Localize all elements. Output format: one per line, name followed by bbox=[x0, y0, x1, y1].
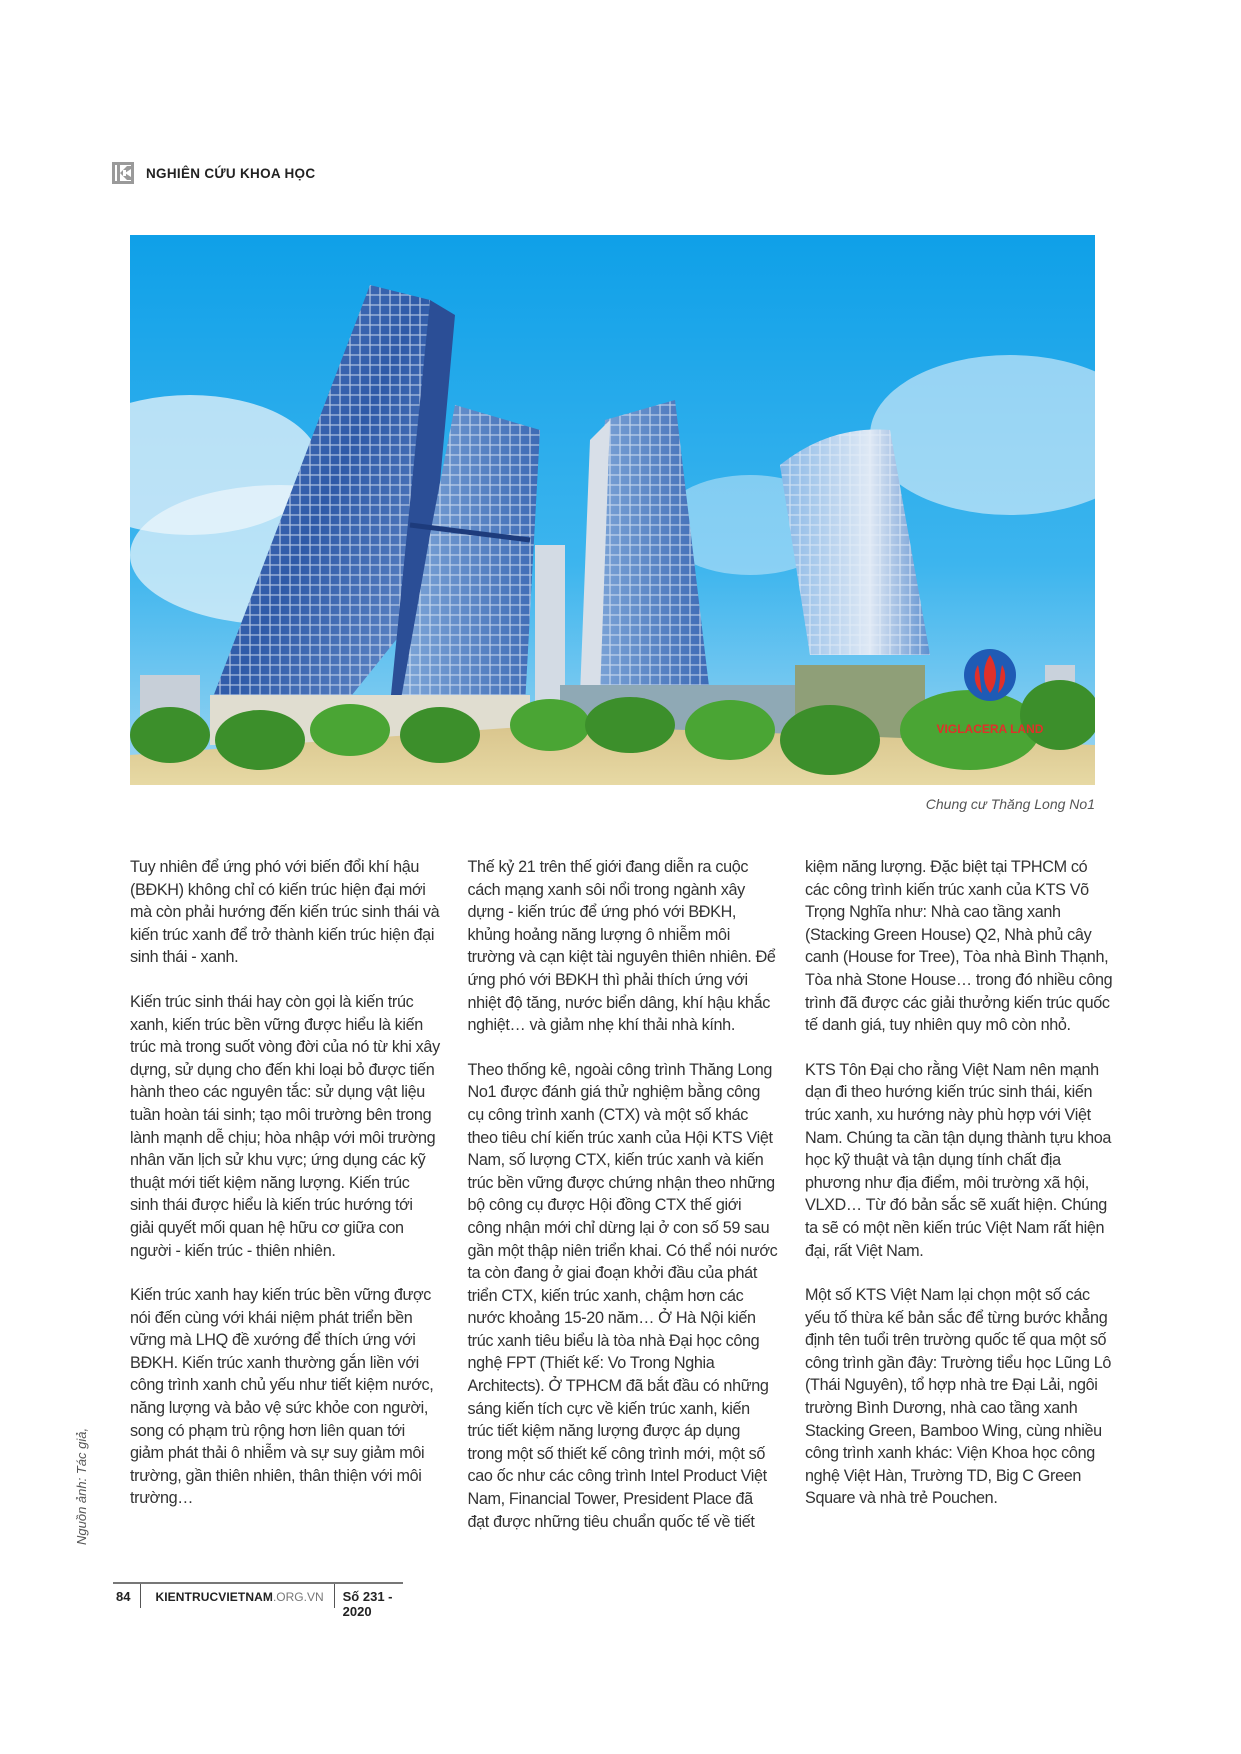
paragraph: Kiến trúc sinh thái hay còn gọi là kiến trúc xanh, kiến trúc bền vững được hiểu là kiến trúc mà trong suốt vòng đời của nó từ khi xây dựng, sử dụng cho đến khi loại bỏ được tiến hành theo các nguyên tắc: sử dụng vật liệu tuần hoàn tái sinh; tạo môi trường bên trong lành mạnh dễ chịu; hòa nhập với môi trường nhân văn lịch sử khu vực; ứng dụng các kỹ thuật mới tiết kiệm năng lượng. Kiến trúc sinh thái được hiểu là kiến trúc hướng tới giải quyết mối quan hệ hữu cơ giữa con người - kiến trúc - thiên nhiên. bbox=[130, 992, 440, 1260]
article-photo bbox=[130, 235, 1095, 785]
page-number: 84 bbox=[113, 1584, 141, 1608]
paragraph: Một số KTS Việt Nam lại chọn một số các yếu tố thừa kế bản sắc để từng bước khẳng định tên tuổi trên trường quốc tế qua một số công trình gần đây: Trường tiểu học Lũng Lô (Thái Nguyên), tổ hợp nhà tre Đại Lải, ngôi trường Bình Dương, nhà cao tầng xanh Stacking Green, Bamboo Wing, cùng nhiều công trình xanh khác: Viện Khoa học công nghệ Việt Hàn, Trường TD, Big C Green Square và nhà trẻ Pouchen. bbox=[805, 1286, 1112, 1508]
paragraph: kiệm năng lượng. Đặc biệt tại TPHCM có các công trình kiến trúc xanh của KTS Võ Trọng Nghĩa như: Nhà cao tầng xanh (Stacking Green House) Q2, Nhà phủ cây canh (House for Tree), Tòa nhà Bình Thạnh, Tòa nhà Stone House… trong đó nhiều công trình đã được các giải thưởng kiến trúc quốc tế danh giá, tuy nhiên quy mô còn nhỏ. bbox=[805, 858, 1113, 1035]
article-column-3 bbox=[805, 856, 1115, 1555]
section-title: NGHIÊN CỨU KHOA HỌC bbox=[146, 165, 316, 181]
article-column-2 bbox=[468, 856, 778, 1555]
svg-text:VIGLACERA LAND: VIGLACERA LAND bbox=[936, 722, 1044, 736]
paragraph: Thế kỷ 21 trên thế giới đang diễn ra cuộc cách mạng xanh sôi nổi trong ngành xây dựng - kiến trúc để ứng phó với BĐKH, khủng hoảng năng lượng ô nhiễm môi trường và cạn kiệt tài nguyên thiên nhiên. Để ứng phó với BĐKH thì phải thích ứng với nhiệt độ tăng, nước biển dâng, khí hậu khắc nghiệt… và giảm nhẹ khí thải nhà kính. bbox=[467, 858, 776, 1035]
photo-caption: Chung cư Thăng Long No1 bbox=[925, 796, 1095, 812]
article-column-1 bbox=[130, 856, 440, 1555]
website-domain: .ORG.VN bbox=[272, 1590, 324, 1604]
paragraph: KTS Tôn Đại cho rằng Việt Nam nên mạnh dạn đi theo hướng kiến trúc sinh thái, kiến trúc xanh, xu hướng này phù hợp với Việt Nam. Chúng ta cần tận dụng thành tựu khoa học kỹ thuật và tận dụng tính chất địa phương như địa điểm, môi trường xã hội, VLXD… Từ đó bản sắc sẽ xuất hiện. Chúng ta sẽ có một nền kiến trúc Việt Nam rất hiện đại, rất Việt Nam. bbox=[805, 1060, 1112, 1260]
article-body bbox=[130, 856, 1115, 1555]
paragraph: Theo thống kê, ngoài công trình Thăng Long No1 được đánh giá thử nghiệm bằng công cụ công trình xanh (CTX) và một số khác theo tiêu chí kiến trúc xanh của Hội KTS Việt Nam, số lượng CTX, kiến trúc xanh và kiến trúc bền vững được chứng nhận theo những bộ công cụ được Hội đồng CTX thế giới công nhận mới chỉ dừng lại ở con số 59 sau gần một thập niên triển khai. Có thể nói nước ta còn đang ở giai đoạn khởi đầu của phát triển CTX, kiến trúc xanh, chậm hơn các nước khoảng 15-20 năm… Ở Hà Nội kiến trúc xanh tiêu biểu là tòa nhà Đại học công nghệ FPT (Thiết kế: Vo Trong Nghia Architects). Ở TPHCM đã bắt đầu có những sáng kiến tích cực về kiến trúc xanh, kiến trúc tiết kiệm năng lượng được áp dụng trong một số thiết kế công trình mới, một số cao ốc như các công trình Intel Product Việt Nam, Financial Tower, President Place đã đạt được những tiêu chuẩn quốc tế về tiết bbox=[467, 1060, 778, 1531]
paragraph: Tuy nhiên để ứng phó với biến đổi khí hậu (BĐKH) không chỉ có kiến trúc hiện đại mới mà còn phải hướng đến kiến trúc sinh thái và kiến trúc xanh để trở thành kiến trúc hiện đại sinh thái - xanh. bbox=[130, 858, 440, 967]
website-name: KIENTRUCVIETNAM bbox=[155, 1590, 273, 1604]
photo-credit: Nguồn ảnh: Tác giả, bbox=[74, 1427, 89, 1545]
section-header bbox=[112, 162, 315, 184]
issue-number: Số 231 - 2020 bbox=[342, 1589, 393, 1619]
website-link[interactable] bbox=[141, 1584, 334, 1608]
paragraph: Kiến trúc xanh hay kiến trúc bền vững được nói đến cùng với khái niệm phát triển bền vững mà LHQ đề xướng để thích ứng với BĐKH. Kiến trúc xanh thường gắn liền với công trình xanh chủ yếu như tiết kiệm nước, năng lượng và bảo vệ sức khỏe con người, song có phạm trù rộng hơn liên quan tới giảm phát thải ô nhiễm và sự suy giảm môi trường, gần thiên nhiên, thân thiện với môi trường… bbox=[130, 1286, 434, 1508]
kt-logo-icon bbox=[112, 162, 134, 184]
page-footer bbox=[113, 1582, 403, 1619]
